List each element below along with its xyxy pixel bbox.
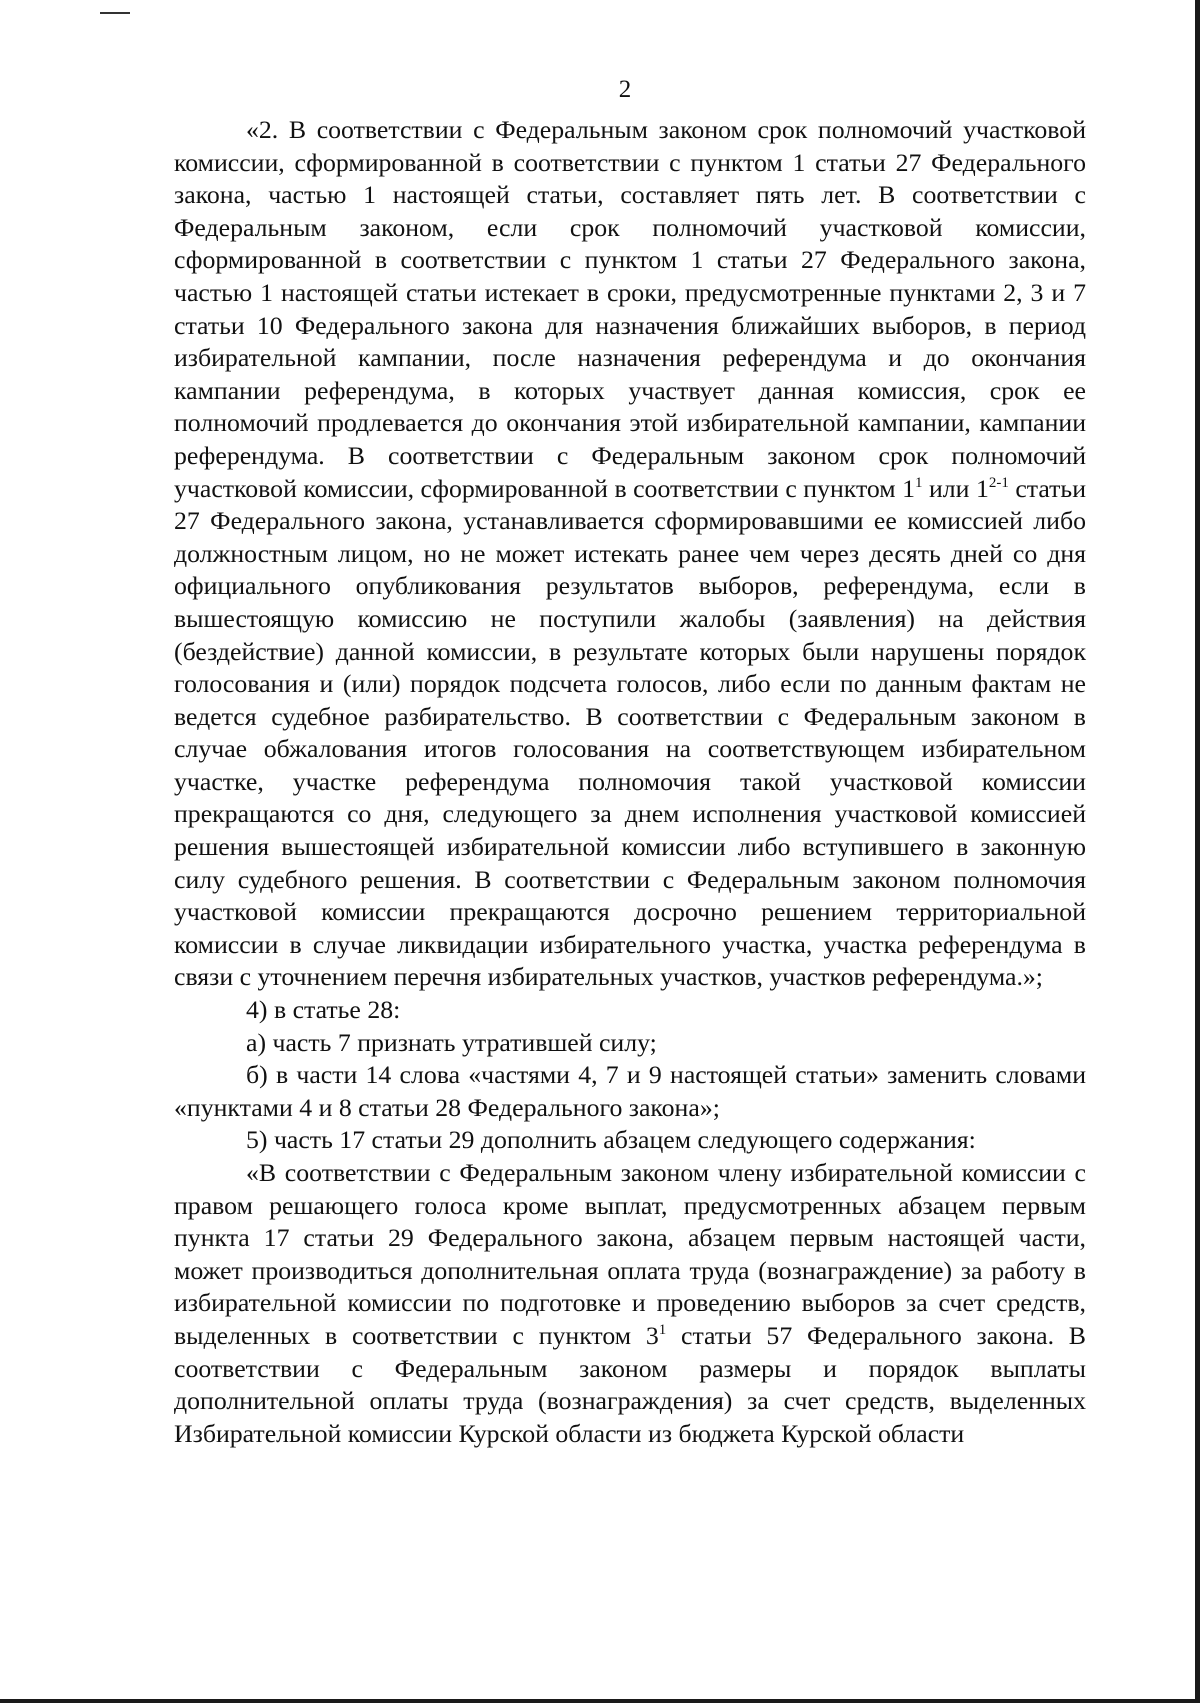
scan-artifact-mark (100, 12, 130, 14)
paragraph-item-4: 4) в статье 28: (246, 995, 401, 1025)
paragraph-text: «2. В соответствии с Федеральным законом срок полномочий участковой комиссии, сформированной в соответствии с пунктом 1 статьи 27 Федерального закона, частью 1 настоящей статьи, составляет пять лет. В соответствии с Федеральным законом, если срок полномочий участковой комиссии, сформированной в соответствии с пунктом 1 статьи 27 Федерального закона, частью 1 настоящей статьи истекает в сроки, предусмотренные пунктами 2, 3 и 7 статьи 10 Федерального закона для назначения ближайших выборов, в период избирательной кампании, после назначения референдума и до окончания кампании референдума, в которых участвует данная комиссия, срок ее полномочий продлевается до окончания этой избирательной кампании, кампании референдума. В соответствии с Федеральным законом срок полномочий участковой комиссии, сформированной в соответствии с пунктом 1 (174, 115, 1086, 503)
scan-edge-bottom (0, 1699, 1200, 1703)
paragraph-additional-pay (174, 1157, 1086, 1450)
scan-edge-right (1195, 0, 1200, 1703)
superscript: 2-1 (988, 474, 1009, 491)
page-number: 2 (618, 76, 632, 103)
paragraph-text: или 1 (922, 473, 989, 503)
paragraph-text: «В соответствии с Федеральным законом члену избирательной комиссии с правом решающего голоса кроме выплат, предусмотренных абзацем первым пункта 17 статьи 29 Федерального закона, абзацем первым настоящей части, может производиться дополнительная оплата труда (вознаграждение) за работу в избирательной комиссии по подготовке и проведению выборов за счет средств, выделенных в соответствии с пунктом 3 (174, 1158, 1086, 1350)
paragraph-text: статьи 27 Федерального закона, устанавливается сформировавшими ее комиссией либо должностным лицом, но не может истекать ранее чем через десять дней со дня официального опубликования результатов выборов, референдума, если в вышестоящую комиссию не поступили жалобы (заявления) на действия (бездействие) данной комиссии, в результате которых были нарушены порядок голосования и (или) порядок подсчета голосов, либо если по данным фактам не ведется судебное разбирательство. В соответствии с Федеральным законом в случае обжалования итогов голосования на соответствующем избирательном участке, участке референдума полномочия такой участковой комиссии прекращаются со дня, следующего за днем исполнения участковой комиссией решения вышестоящей избирательной комиссии либо вступившего в законную силу судебного решения. В соответствии с Федеральным законом полномочия участковой комиссии прекращаются досрочно решением территориальной комиссии в случае ликвидации избирательного участка, участка референдума в связи с уточнением перечня избирательных участков, участков референдума.»; (174, 473, 1086, 992)
paragraph-text: статьи 57 Федерального закона. В соответствии с Федеральным законом размеры и порядок выплаты дополнительной оплаты труда (вознаграждения) за счет средств, выделенных Избирательной комиссии Курской области из бюджета Курской области (174, 1320, 1086, 1448)
document-body (174, 114, 1086, 1450)
superscript: 1 (915, 474, 923, 491)
paragraph-item-4a: а) часть 7 признать утратившей силу; (246, 1027, 657, 1057)
paragraph-item-5: 5) часть 17 статьи 29 дополнить абзацем следующего содержания: (246, 1125, 976, 1155)
paragraph-item-4b: б) в части 14 слова «частями 4, 7 и 9 настоящей статьи» заменить словами «пунктами 4 и 8 статьи 28 Федерального закона»; (174, 1060, 1086, 1122)
superscript: 1 (658, 1321, 667, 1338)
paragraph-term-of-office (174, 114, 1086, 994)
